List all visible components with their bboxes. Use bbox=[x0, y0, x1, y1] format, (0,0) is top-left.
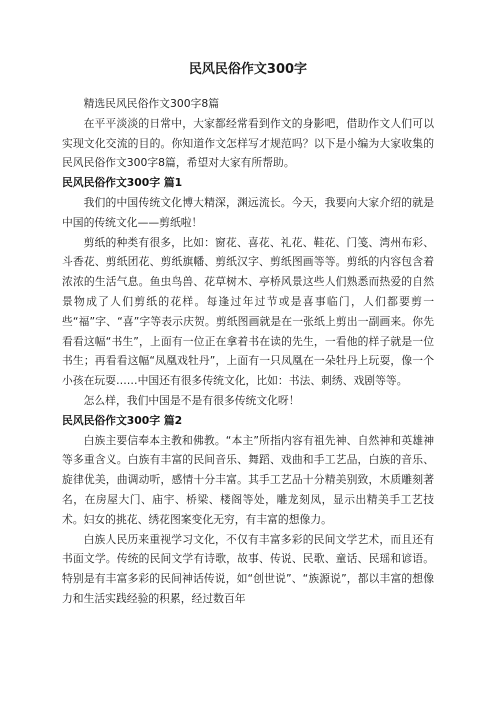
section2-paragraph: 白族人民历来重视学习文化，不仅有丰富多彩的民间文学艺术，而且还有书面文学。传统的民间文学有诗歌，故事、传说、民歌、童话、民瑶和谚语。特别是有丰富多彩的民间神话传说，如“创世说”、“族源说”，都以丰富的想像力和生活实践经验的积累，经过数百年 bbox=[62, 532, 434, 605]
section1-paragraph: 剪纸的种类有很多，比如：窗花、喜花、礼花、鞋花、门笺、湾州布彩、斗香花、剪纸团花、剪纸旗幡、剪纸汉字、剪纸图画等等。剪纸的内容包含着浓浓的生活气息。鱼虫鸟兽、花草树木、亭桥风景这些人们熟悉而热爱的自然景物成了人们剪纸的花样。每逢过年过节或是喜事临门，人们都要剪一些“福”字、“喜”字等表示庆贺。剪纸图画就是在一张纸上剪出一副画来。你先看看这幅“书生”，上面有一位正在拿着书在读的先生，一看他的样子就是一位书生；再看看这幅“凤凰戏牡丹”，上面有一只凤凰在一朵牡丹上玩耍，像一个小孩在玩耍……中国还有很多传统文化，比如：书法、刺绣、戏剧等等。 bbox=[62, 235, 434, 388]
section-heading-1: 民风民俗作文300字 篇1 bbox=[62, 176, 183, 190]
section-heading-2: 民风民俗作文300字 篇2 bbox=[62, 413, 183, 427]
document-page bbox=[62, 60, 434, 609]
document-title: 民风民俗作文300字 bbox=[188, 62, 308, 77]
intro-paragraph: 在平平淡淡的日常中，大家都经常看到作文的身影吧，借助作文人们可以实现文化交流的目的。你知道作文怎样写才规范吗？以下是小编为大家收集的民风民俗作文300字8篇，希望对大家有所帮助。 bbox=[62, 116, 434, 170]
section1-paragraph: 我们的中国传统文化博大精深，渊远流长。今天，我要向大家介绍的就是中国的传统文化——剪纸啦！ bbox=[62, 195, 434, 229]
intro-subtitle: 精选民风民俗作文300字8篇 bbox=[83, 97, 220, 110]
section2-paragraph: 白族主要信奉本主教和佛教。“本主”所指内容有祖先神、自然神和英雄神等多重含义。白族有丰富的民间音乐、舞蹈、戏曲和手工艺品，白族的音乐、旋律优美，曲调动听，感情十分丰富。其手工艺品十分精美别致，木质雕刻著名，在房屋大门、庙宇、桥梁、楼阁等处，雕龙刻凤，显示出精美手工艺技术。妇女的挑花、绣花图案变化无穷，有丰富的想像力。 bbox=[62, 433, 434, 526]
section1-paragraph: 怎么样，我们中国是不是有很多传统文化呀！ bbox=[83, 393, 300, 407]
